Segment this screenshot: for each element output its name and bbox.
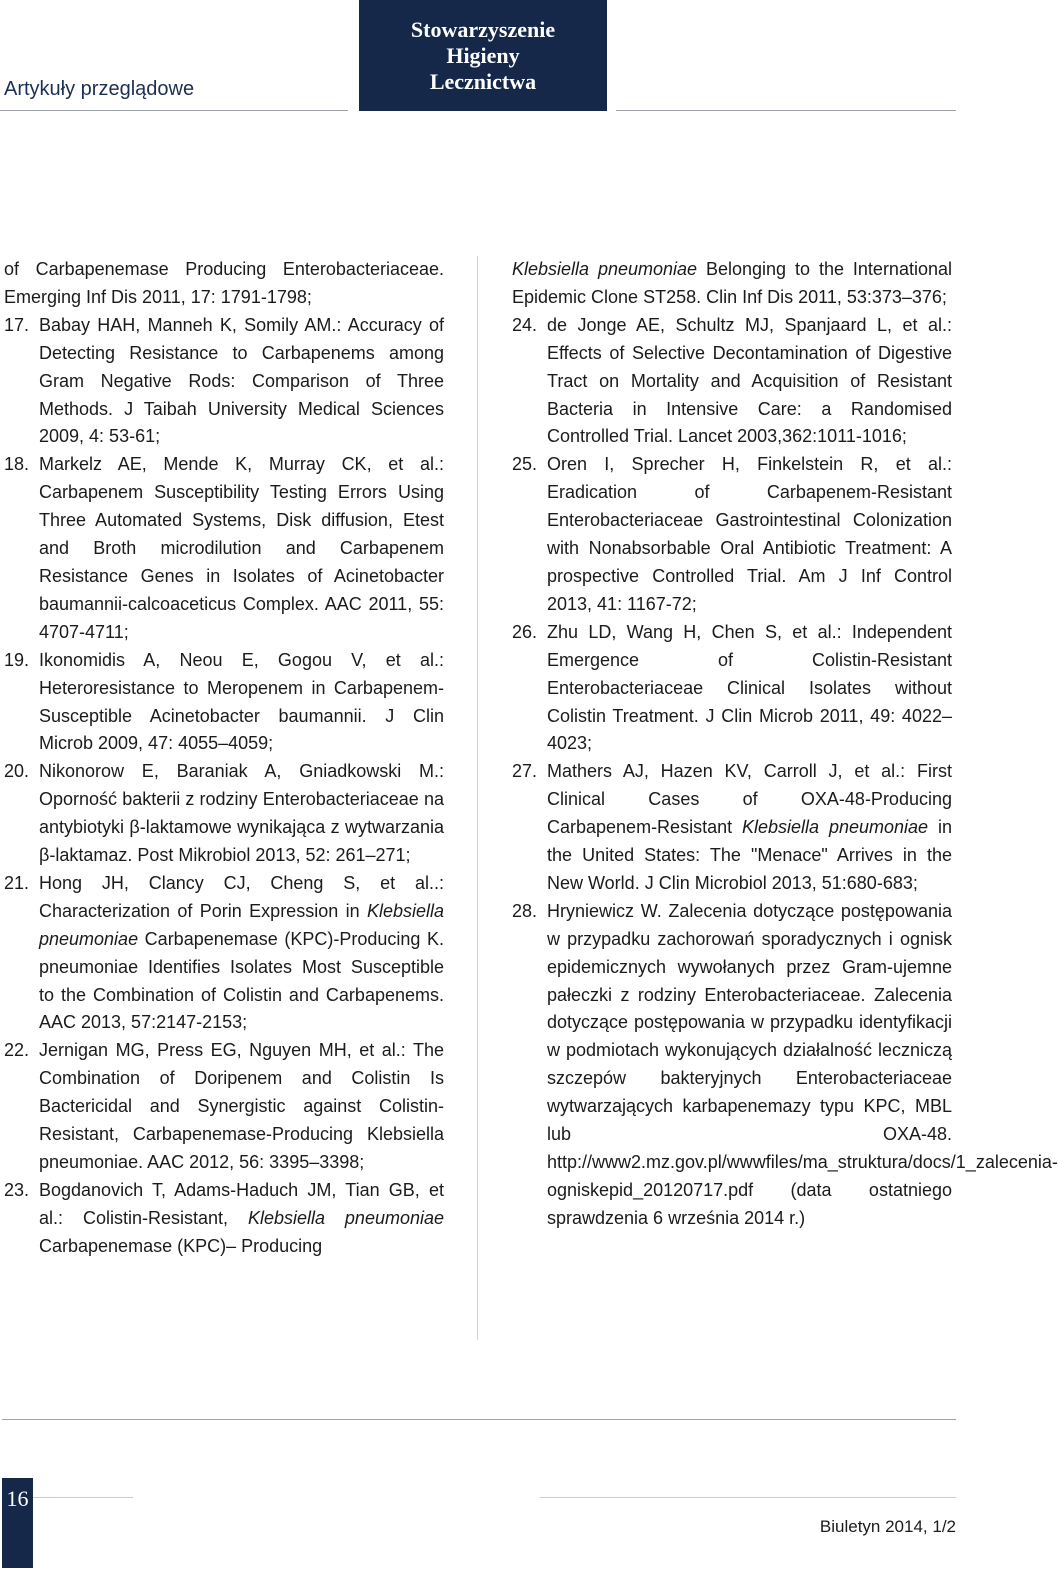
reference-text: Zhu LD, Wang H, Chen S, et al.: Independent Emergence of Colistin-Resistant Enterobacteriaceae Clinical Isolates without Colistin Treatment. J Clin Microb 2011, 49: 4022–4023; <box>547 621 952 754</box>
reference-number: 26. <box>512 621 538 642</box>
reference-item <box>4 1177 444 1261</box>
reference-item <box>4 312 444 452</box>
reference-text: of Carbapenemase Producing Enterobacteriaceae. Emerging Inf Dis 2011, 17: 1791-1798; <box>4 259 444 307</box>
reference-number: 25. <box>512 454 538 475</box>
reference-number: 23. <box>4 1179 30 1200</box>
reference-text: Ikonomidis A, Neou E, Gogou V, et al.: Heteroresistance to Meropenem in Carbapenem-Susceptible Acinetobacter baumannii. J Clin Microb 2009, 47: 4055–4059; <box>39 649 444 754</box>
reference-item <box>4 256 444 312</box>
species-name: Klebsiella pneumoniae <box>742 817 929 838</box>
reference-text-part: in the United States: The "Menace" Arrives in the New World. J Clin Microbiol 2013, 51:680-683; <box>547 817 952 893</box>
association-logo <box>359 0 607 111</box>
reference-text <box>547 761 952 893</box>
reference-text: Jernigan MG, Press EG, Nguyen MH, et al.: The Combination of Doripenem and Colistin Is Bactericidal and Synergistic against Colistin-Resistant, Carbapenemase-Producing Klebsiella pneumoniae. AAC 2012, 56: 3395–3398; <box>39 1040 444 1172</box>
logo-line-2: Higieny <box>446 42 520 68</box>
reference-item <box>512 256 952 312</box>
reference-text-part: Carbapenemase (KPC)-Producing K. pneumoniae Identifies Isolates Most Susceptible to the Combination of Colistin and Carbapenems. AAC 2013, 57:2147-2153; <box>39 928 444 1033</box>
reference-text: Markelz AE, Mende K, Murray CK, et al.: Carbapenem Susceptibility Testing Errors Using Three Automated Systems, Disk diffusion, Etest and Broth microdilution and Carbapenem Resistance Genes in Isolates of Acinetobacter baumannii-calcoaceticus Complex. AAC 2011, 55: 4707-4711; <box>39 454 444 642</box>
reference-item <box>512 758 952 898</box>
reference-number: 22. <box>4 1040 30 1061</box>
reference-number: 19. <box>4 649 30 670</box>
reference-text <box>39 873 444 1033</box>
reference-text-part: Bogdanovich T, Adams-Haduch JM, Tian GB, et al.: Colistin-Resistant, <box>39 1179 444 1228</box>
reference-text: Hryniewicz W. Zalecenia dotyczące postępowania w przypadku zachorowań sporadycznych i ognisk epidemicznych wywołanych przez Gram-ujemne pałeczki z rodziny Enterobacteriaceae. Zalecenia dotyczące postępowania w przypadku identyfikacji w podmiotach wykonujących działalność leczniczą szczepów bakteryjnych Enterobacteriaceae wytwarzających karbapenemazy typu KPC, MBL lub OXA-48. http://www2.mz.gov.pl/wwwfiles/ma_struktura/docs/1_zalecenia-ogniskepid_20120717.pdf (data ostatniego sprawdzenia 6 września 2014 r.) <box>547 900 1058 1228</box>
journal-issue: Biuletyn 2014, 1/2 <box>819 1517 956 1536</box>
reference-text: Babay HAH, Manneh K, Somily AM.: Accuracy of Detecting Resistance to Carbapenems among Gram Negative Rods: Comparison of Three Methods. J Taibah University Medical Sciences 2009, 4: 53-61; <box>39 314 444 447</box>
footer-rule <box>2 1419 956 1420</box>
reference-item <box>512 451 952 618</box>
reference-number: 17. <box>4 314 30 335</box>
reference-item <box>4 758 444 870</box>
footer-thin-rule-right <box>540 1497 956 1498</box>
reference-number: 24. <box>512 314 538 335</box>
column-divider <box>477 256 478 1340</box>
species-name: Klebsiella pneumoniae <box>39 900 444 949</box>
reference-item <box>4 647 444 759</box>
reference-text-part: Carbapenemase (KPC)– Producing <box>39 1235 323 1256</box>
references-right-column <box>512 256 1058 1233</box>
section-title: Artykuły przeglądowe <box>4 78 195 100</box>
reference-item <box>512 619 952 759</box>
species-name: Klebsiella pneumoniae <box>512 259 698 279</box>
reference-item <box>4 870 444 1037</box>
species-name: Klebsiella pneumoniae <box>247 1207 444 1228</box>
references-left-column <box>4 256 444 1261</box>
reference-item <box>512 898 1058 1233</box>
reference-number: 27. <box>512 761 538 782</box>
reference-text: de Jonge AE, Schultz MJ, Spanjaard L, et al.: Effects of Selective Decontamination of Digestive Tract on Mortality and Acquisition of Resistant Bacteria in Intensive Care: a Randomised Controlled Trial. Lancet 2003,362:1011-1016; <box>547 314 952 447</box>
reference-item <box>4 451 444 646</box>
header-rule-left <box>0 110 348 111</box>
reference-text: Nikonorow E, Baraniak A, Gniadkowski M.: Oporność bakterii z rodziny Enterobacteriaceae na antybiotyki β-laktamowe wynikająca z wytwarzania β-laktamaz. Post Mikrobiol 2013, 52: 261–271; <box>39 761 444 866</box>
reference-text-part: Mathers AJ, Hazen KV, Carroll J, et al.: First Clinical Cases of OXA-48-Producing Carbapenem-Resistant <box>547 761 952 838</box>
reference-number: 21. <box>4 872 30 893</box>
reference-text-part: Belonging to the International Epidemic Clone ST258. Clin Inf Dis 2011, 53:373–376; <box>512 259 952 307</box>
header-rule-right <box>616 110 956 111</box>
page-number: 16 <box>2 1478 33 1568</box>
reference-item <box>4 1037 444 1177</box>
reference-text <box>512 259 952 307</box>
reference-item <box>512 312 952 452</box>
reference-text <box>39 1180 444 1256</box>
reference-number: 18. <box>4 454 30 475</box>
footer-thin-rule-left <box>33 1497 133 1498</box>
logo-line-3: Lecznictwa <box>429 68 537 94</box>
reference-text: Oren I, Sprecher H, Finkelstein R, et al.: Eradication of Carbapenem-Resistant Enterobacteriaceae Gastrointestinal Colonization with Nonabsorbable Oral Antibiotic Treatment: A prospective Controlled Trial. Am J Inf Control 2013, 41: 1167-72; <box>547 454 952 614</box>
reference-text-part: Hong JH, Clancy CJ, Cheng S, et al..: Characterization of Porin Expression in <box>39 872 444 921</box>
reference-number: 20. <box>4 761 30 782</box>
logo-line-1: Stowarzyszenie <box>410 16 556 42</box>
reference-number: 28. <box>512 900 538 921</box>
